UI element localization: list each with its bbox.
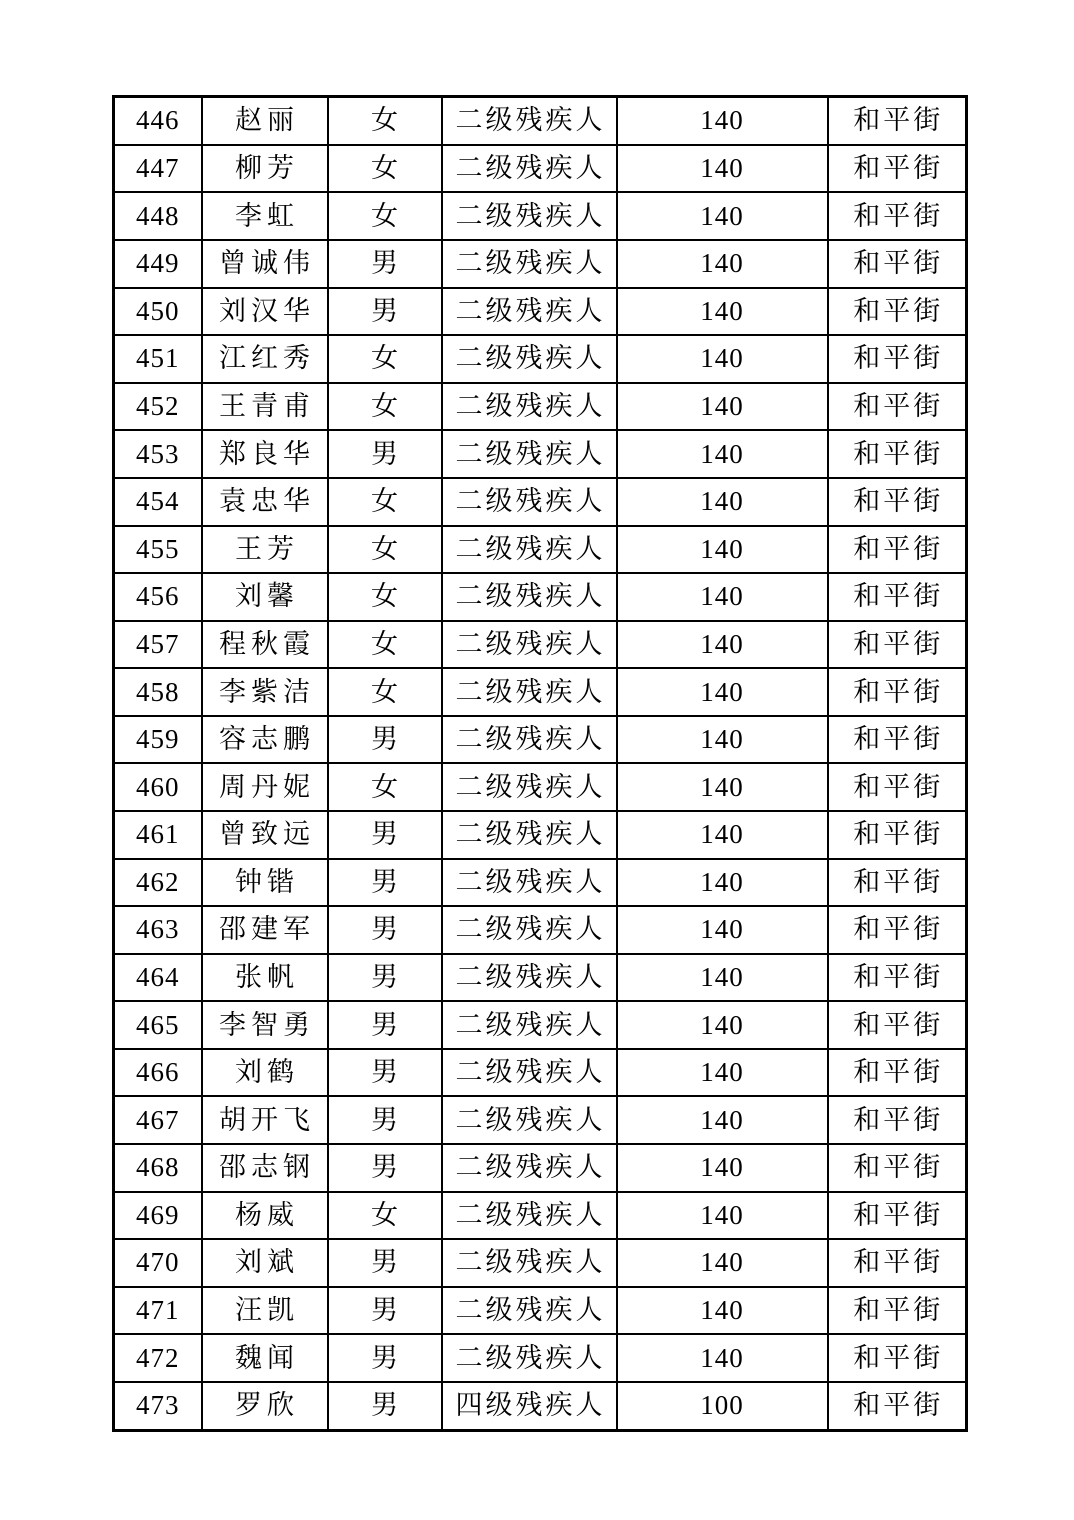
street-cell: 和平街: [828, 383, 967, 431]
street-cell: 和平街: [828, 288, 967, 336]
gender-cell: 女: [328, 1192, 442, 1240]
person-name-cell: 江红秀: [202, 335, 328, 383]
row-number-cell: 469: [114, 1192, 202, 1240]
amount-cell: 100: [617, 1382, 828, 1431]
gender-cell: 男: [328, 1001, 442, 1049]
row-number-cell: 447: [114, 145, 202, 193]
street-cell: 和平街: [828, 763, 967, 811]
row-number-cell: 446: [114, 97, 202, 145]
row-number-cell: 461: [114, 811, 202, 859]
street-cell: 和平街: [828, 1239, 967, 1287]
person-name-cell: 王青甫: [202, 383, 328, 431]
row-number-cell: 468: [114, 1144, 202, 1192]
gender-cell: 男: [328, 954, 442, 1002]
amount-cell: 140: [617, 145, 828, 193]
gender-cell: 男: [328, 1382, 442, 1431]
table-row: [114, 1334, 967, 1382]
table-row: [114, 1001, 967, 1049]
row-number-cell: 465: [114, 1001, 202, 1049]
gender-cell: 男: [328, 1334, 442, 1382]
person-name-cell: 魏闻: [202, 1334, 328, 1382]
amount-cell: 140: [617, 430, 828, 478]
table-row: [114, 811, 967, 859]
table-row: [114, 906, 967, 954]
amount-cell: 140: [617, 97, 828, 145]
gender-cell: 女: [328, 763, 442, 811]
amount-cell: 140: [617, 383, 828, 431]
person-name-cell: 钟锴: [202, 859, 328, 907]
row-number-cell: 450: [114, 288, 202, 336]
row-number-cell: 473: [114, 1382, 202, 1431]
disability-category-cell: 二级残疾人: [442, 1192, 617, 1240]
disability-category-cell: 二级残疾人: [442, 1049, 617, 1097]
disability-category-cell: 二级残疾人: [442, 430, 617, 478]
gender-cell: 女: [328, 573, 442, 621]
amount-cell: 140: [617, 621, 828, 669]
street-cell: 和平街: [828, 621, 967, 669]
person-name-cell: 曾诚伟: [202, 240, 328, 288]
gender-cell: 男: [328, 240, 442, 288]
person-name-cell: 袁忠华: [202, 478, 328, 526]
row-number-cell: 464: [114, 954, 202, 1002]
table-row: [114, 526, 967, 574]
street-cell: 和平街: [828, 335, 967, 383]
table-body: [114, 97, 967, 1431]
disability-benefits-table: [112, 95, 968, 1432]
gender-cell: 女: [328, 668, 442, 716]
table-row: [114, 383, 967, 431]
street-cell: 和平街: [828, 145, 967, 193]
disability-category-cell: 二级残疾人: [442, 906, 617, 954]
person-name-cell: 曾致远: [202, 811, 328, 859]
table-row: [114, 573, 967, 621]
street-cell: 和平街: [828, 192, 967, 240]
disability-category-cell: 二级残疾人: [442, 621, 617, 669]
street-cell: 和平街: [828, 1192, 967, 1240]
person-name-cell: 刘汉华: [202, 288, 328, 336]
table-row: [114, 1382, 967, 1431]
amount-cell: 140: [617, 335, 828, 383]
person-name-cell: 张帆: [202, 954, 328, 1002]
row-number-cell: 454: [114, 478, 202, 526]
gender-cell: 女: [328, 192, 442, 240]
gender-cell: 女: [328, 621, 442, 669]
gender-cell: 女: [328, 335, 442, 383]
table-row: [114, 1287, 967, 1335]
gender-cell: 男: [328, 1144, 442, 1192]
amount-cell: 140: [617, 288, 828, 336]
amount-cell: 140: [617, 906, 828, 954]
row-number-cell: 456: [114, 573, 202, 621]
table-row: [114, 1049, 967, 1097]
table-row: [114, 1096, 967, 1144]
disability-category-cell: 四级残疾人: [442, 1382, 617, 1431]
row-number-cell: 448: [114, 192, 202, 240]
disability-category-cell: 二级残疾人: [442, 811, 617, 859]
amount-cell: 140: [617, 192, 828, 240]
disability-category-cell: 二级残疾人: [442, 763, 617, 811]
amount-cell: 140: [617, 1144, 828, 1192]
amount-cell: 140: [617, 954, 828, 1002]
row-number-cell: 459: [114, 716, 202, 764]
table-row: [114, 716, 967, 764]
table-row: [114, 478, 967, 526]
amount-cell: 140: [617, 240, 828, 288]
street-cell: 和平街: [828, 811, 967, 859]
table-row: [114, 430, 967, 478]
table-row: [114, 240, 967, 288]
street-cell: 和平街: [828, 478, 967, 526]
amount-cell: 140: [617, 1049, 828, 1097]
row-number-cell: 460: [114, 763, 202, 811]
amount-cell: 140: [617, 1001, 828, 1049]
table-row: [114, 1192, 967, 1240]
person-name-cell: 柳芳: [202, 145, 328, 193]
disability-category-cell: 二级残疾人: [442, 192, 617, 240]
street-cell: 和平街: [828, 573, 967, 621]
gender-cell: 男: [328, 1239, 442, 1287]
row-number-cell: 467: [114, 1096, 202, 1144]
disability-category-cell: 二级残疾人: [442, 240, 617, 288]
amount-cell: 140: [617, 811, 828, 859]
gender-cell: 女: [328, 97, 442, 145]
row-number-cell: 470: [114, 1239, 202, 1287]
gender-cell: 男: [328, 1287, 442, 1335]
amount-cell: 140: [617, 526, 828, 574]
table-row: [114, 1144, 967, 1192]
disability-category-cell: 二级残疾人: [442, 573, 617, 621]
street-cell: 和平街: [828, 716, 967, 764]
table-row: [114, 335, 967, 383]
person-name-cell: 罗欣: [202, 1382, 328, 1431]
amount-cell: 140: [617, 1096, 828, 1144]
disability-category-cell: 二级残疾人: [442, 1096, 617, 1144]
table-row: [114, 859, 967, 907]
person-name-cell: 赵丽: [202, 97, 328, 145]
row-number-cell: 449: [114, 240, 202, 288]
amount-cell: 140: [617, 1334, 828, 1382]
disability-category-cell: 二级残疾人: [442, 859, 617, 907]
person-name-cell: 王芳: [202, 526, 328, 574]
street-cell: 和平街: [828, 668, 967, 716]
gender-cell: 男: [328, 430, 442, 478]
gender-cell: 女: [328, 145, 442, 193]
disability-category-cell: 二级残疾人: [442, 97, 617, 145]
person-name-cell: 刘鹤: [202, 1049, 328, 1097]
person-name-cell: 李紫洁: [202, 668, 328, 716]
disability-category-cell: 二级残疾人: [442, 716, 617, 764]
amount-cell: 140: [617, 668, 828, 716]
street-cell: 和平街: [828, 954, 967, 1002]
row-number-cell: 466: [114, 1049, 202, 1097]
street-cell: 和平街: [828, 1334, 967, 1382]
gender-cell: 女: [328, 383, 442, 431]
row-number-cell: 472: [114, 1334, 202, 1382]
amount-cell: 140: [617, 859, 828, 907]
disability-category-cell: 二级残疾人: [442, 526, 617, 574]
street-cell: 和平街: [828, 430, 967, 478]
table-row: [114, 763, 967, 811]
disability-category-cell: 二级残疾人: [442, 335, 617, 383]
table-row: [114, 621, 967, 669]
disability-category-cell: 二级残疾人: [442, 1144, 617, 1192]
person-name-cell: 邵志钢: [202, 1144, 328, 1192]
street-cell: 和平街: [828, 1096, 967, 1144]
row-number-cell: 462: [114, 859, 202, 907]
table-row: [114, 192, 967, 240]
disability-category-cell: 二级残疾人: [442, 668, 617, 716]
disability-category-cell: 二级残疾人: [442, 1239, 617, 1287]
gender-cell: 男: [328, 288, 442, 336]
table-row: [114, 288, 967, 336]
disability-category-cell: 二级残疾人: [442, 478, 617, 526]
person-name-cell: 郑良华: [202, 430, 328, 478]
person-name-cell: 刘馨: [202, 573, 328, 621]
gender-cell: 男: [328, 716, 442, 764]
amount-cell: 140: [617, 763, 828, 811]
row-number-cell: 453: [114, 430, 202, 478]
table-row: [114, 1239, 967, 1287]
person-name-cell: 杨威: [202, 1192, 328, 1240]
disability-category-cell: 二级残疾人: [442, 954, 617, 1002]
amount-cell: 140: [617, 1287, 828, 1335]
table-row: [114, 145, 967, 193]
row-number-cell: 471: [114, 1287, 202, 1335]
street-cell: 和平街: [828, 1382, 967, 1431]
gender-cell: 男: [328, 811, 442, 859]
street-cell: 和平街: [828, 526, 967, 574]
street-cell: 和平街: [828, 859, 967, 907]
gender-cell: 男: [328, 906, 442, 954]
street-cell: 和平街: [828, 1049, 967, 1097]
person-name-cell: 汪凯: [202, 1287, 328, 1335]
row-number-cell: 457: [114, 621, 202, 669]
amount-cell: 140: [617, 1239, 828, 1287]
table-row: [114, 954, 967, 1002]
person-name-cell: 李智勇: [202, 1001, 328, 1049]
street-cell: 和平街: [828, 1144, 967, 1192]
disability-category-cell: 二级残疾人: [442, 145, 617, 193]
row-number-cell: 451: [114, 335, 202, 383]
person-name-cell: 李虹: [202, 192, 328, 240]
row-number-cell: 452: [114, 383, 202, 431]
street-cell: 和平街: [828, 97, 967, 145]
row-number-cell: 463: [114, 906, 202, 954]
row-number-cell: 458: [114, 668, 202, 716]
person-name-cell: 胡开飞: [202, 1096, 328, 1144]
disability-category-cell: 二级残疾人: [442, 288, 617, 336]
person-name-cell: 邵建军: [202, 906, 328, 954]
disability-category-cell: 二级残疾人: [442, 1287, 617, 1335]
table-row: [114, 97, 967, 145]
gender-cell: 男: [328, 1096, 442, 1144]
gender-cell: 男: [328, 1049, 442, 1097]
gender-cell: 女: [328, 478, 442, 526]
disability-category-cell: 二级残疾人: [442, 1334, 617, 1382]
person-name-cell: 容志鹏: [202, 716, 328, 764]
disability-category-cell: 二级残疾人: [442, 383, 617, 431]
street-cell: 和平街: [828, 1287, 967, 1335]
disability-category-cell: 二级残疾人: [442, 1001, 617, 1049]
amount-cell: 140: [617, 573, 828, 621]
gender-cell: 女: [328, 526, 442, 574]
person-name-cell: 刘斌: [202, 1239, 328, 1287]
street-cell: 和平街: [828, 1001, 967, 1049]
amount-cell: 140: [617, 1192, 828, 1240]
amount-cell: 140: [617, 478, 828, 526]
person-name-cell: 程秋霞: [202, 621, 328, 669]
amount-cell: 140: [617, 716, 828, 764]
street-cell: 和平街: [828, 240, 967, 288]
person-name-cell: 周丹妮: [202, 763, 328, 811]
row-number-cell: 455: [114, 526, 202, 574]
street-cell: 和平街: [828, 906, 967, 954]
gender-cell: 男: [328, 859, 442, 907]
table-row: [114, 668, 967, 716]
